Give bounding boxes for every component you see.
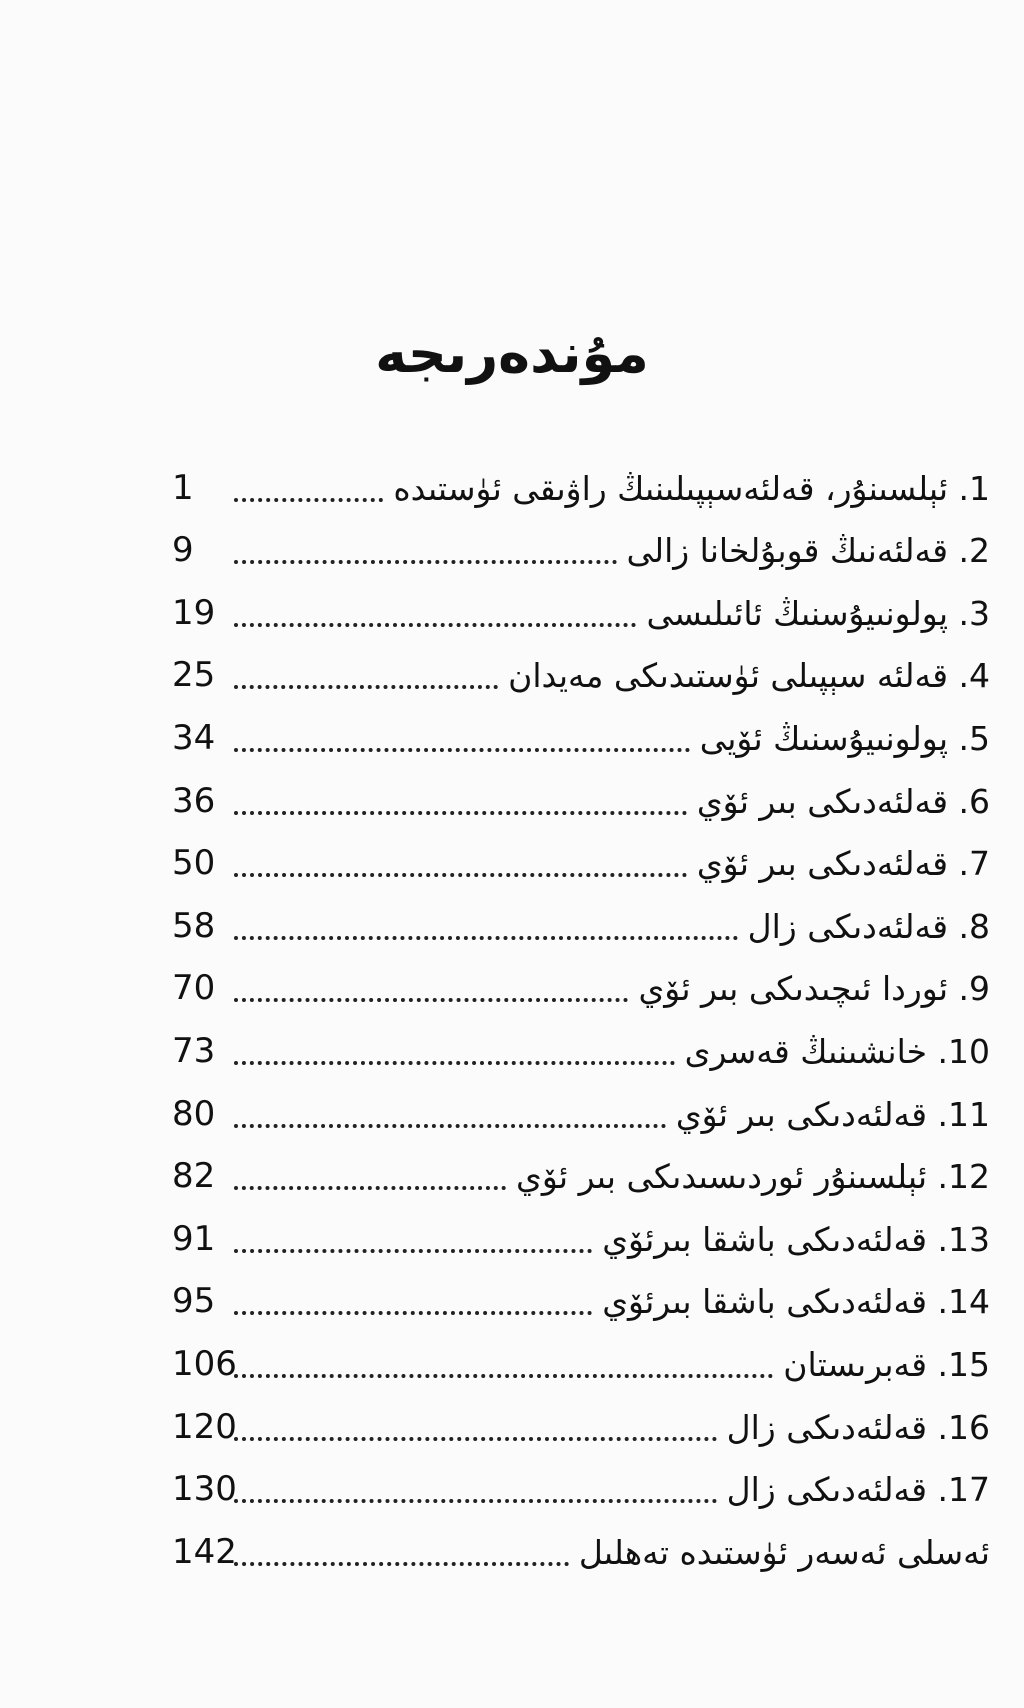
toc-page-number: 120 bbox=[172, 1406, 237, 1447]
toc-page-number: 106 bbox=[172, 1343, 237, 1384]
toc-entry bbox=[172, 893, 990, 956]
toc-entry-title: 14. قەلئەدىكى باشقا بىرئۆي bbox=[602, 1282, 990, 1322]
toc-entry-title: 3. پولونىيۇسنىڭ ئائىلىسى bbox=[646, 593, 990, 633]
toc-entry bbox=[172, 1018, 990, 1081]
toc-entry-title: 7. قەلئەدىكى بىر ئۆي bbox=[696, 844, 990, 884]
toc-page-number: 95 bbox=[172, 1281, 216, 1322]
toc-dot-leader bbox=[234, 1249, 592, 1253]
toc-entry bbox=[172, 1394, 990, 1457]
toc-entry bbox=[172, 768, 990, 831]
toc-entry-title: 15. قەبرىستان bbox=[783, 1344, 990, 1384]
toc-page-number: 91 bbox=[172, 1218, 216, 1259]
toc-dot-leader bbox=[234, 748, 690, 752]
toc-entry-title: 12. ئېلسىنۇر ئوردىسىدىكى بىر ئۆي bbox=[516, 1157, 990, 1197]
toc-dot-leader bbox=[234, 498, 383, 502]
toc-entry-title: 13. قەلئەدىكى باشقا بىرئۆي bbox=[602, 1219, 990, 1259]
toc-entry bbox=[172, 705, 990, 768]
toc-entry bbox=[172, 1081, 990, 1144]
toc-entry bbox=[172, 1331, 990, 1394]
toc-entry-title: 11. قەلئەدىكى بىر ئۆي bbox=[675, 1094, 990, 1134]
toc-page-number: 34 bbox=[172, 717, 216, 758]
toc-page-number: 19 bbox=[172, 592, 216, 633]
toc-page-number: 1 bbox=[172, 467, 194, 508]
toc-page-number: 58 bbox=[172, 905, 216, 946]
toc-dot-leader bbox=[234, 998, 628, 1002]
toc-dot-leader bbox=[234, 623, 636, 627]
toc-entry-title: 5. پولونىيۇسنىڭ ئۆيى bbox=[699, 718, 990, 758]
toc-page-number: 70 bbox=[172, 968, 216, 1009]
toc-entry bbox=[172, 1519, 990, 1582]
toc-entry bbox=[172, 1457, 990, 1520]
toc-entry-title: 16. قەلئەدىكى زال bbox=[726, 1407, 990, 1447]
toc-dot-leader bbox=[234, 1374, 773, 1378]
toc-entry bbox=[172, 1144, 990, 1207]
toc-entry bbox=[172, 1206, 990, 1269]
toc-dot-leader bbox=[234, 1562, 569, 1566]
toc-page-number: 82 bbox=[172, 1156, 216, 1197]
toc-entry bbox=[172, 643, 990, 706]
toc-entry bbox=[172, 956, 990, 1019]
toc-dot-leader bbox=[234, 811, 687, 815]
toc-entry-title: ئەسلى ئەسەر ئۈستىدە تەھلىل bbox=[578, 1532, 990, 1572]
toc-entry bbox=[172, 1269, 990, 1332]
toc-entry-title: 10. خانشىنىڭ قەسرى bbox=[684, 1031, 990, 1071]
toc-page-number: 130 bbox=[172, 1469, 237, 1510]
toc-entry-title: 8. قەلئەدىكى زال bbox=[747, 906, 990, 946]
toc-entry-title: 9. ئوردا ئىچىدىكى بىر ئۆي bbox=[638, 969, 990, 1009]
toc-dot-leader bbox=[234, 1437, 717, 1441]
toc-entry bbox=[172, 518, 990, 581]
toc-entry-title: 4. قەلئە سېپىلى ئۈستىدىكى مەيدان bbox=[508, 656, 990, 696]
toc-entry-title: 6. قەلئەدىكى بىر ئۆي bbox=[696, 781, 990, 821]
toc-entry-title: 17. قەلئەدىكى زال bbox=[726, 1470, 990, 1510]
toc-page-number: 73 bbox=[172, 1030, 216, 1071]
page-title: مۇندەرىجە bbox=[375, 322, 649, 385]
toc-page-number: 9 bbox=[172, 530, 194, 571]
toc-page-number: 36 bbox=[172, 780, 216, 821]
table-of-contents bbox=[172, 455, 990, 1582]
toc-entry-title: 2. قەلئەنىڭ قوبۇلخانا زالى bbox=[626, 531, 990, 571]
toc-dot-leader bbox=[234, 873, 687, 877]
toc-dot-leader bbox=[234, 1061, 675, 1065]
toc-dot-leader bbox=[234, 685, 498, 689]
toc-page-number: 80 bbox=[172, 1093, 216, 1134]
toc-dot-leader bbox=[234, 1311, 592, 1315]
toc-entry bbox=[172, 580, 990, 643]
toc-dot-leader bbox=[234, 1124, 666, 1128]
toc-dot-leader bbox=[234, 1186, 506, 1190]
toc-dot-leader bbox=[234, 936, 738, 940]
toc-dot-leader bbox=[234, 560, 617, 564]
toc-page-number: 25 bbox=[172, 655, 216, 696]
toc-page-number: 50 bbox=[172, 843, 216, 884]
toc-entry bbox=[172, 455, 990, 518]
toc-dot-leader bbox=[234, 1499, 717, 1503]
toc-entry-title: 1. ئېلسىنۇر، قەلئەسېپىلىنىڭ راۋىقى ئۈستىدە bbox=[393, 468, 990, 508]
toc-page-number: 142 bbox=[172, 1531, 237, 1572]
toc-entry bbox=[172, 831, 990, 894]
